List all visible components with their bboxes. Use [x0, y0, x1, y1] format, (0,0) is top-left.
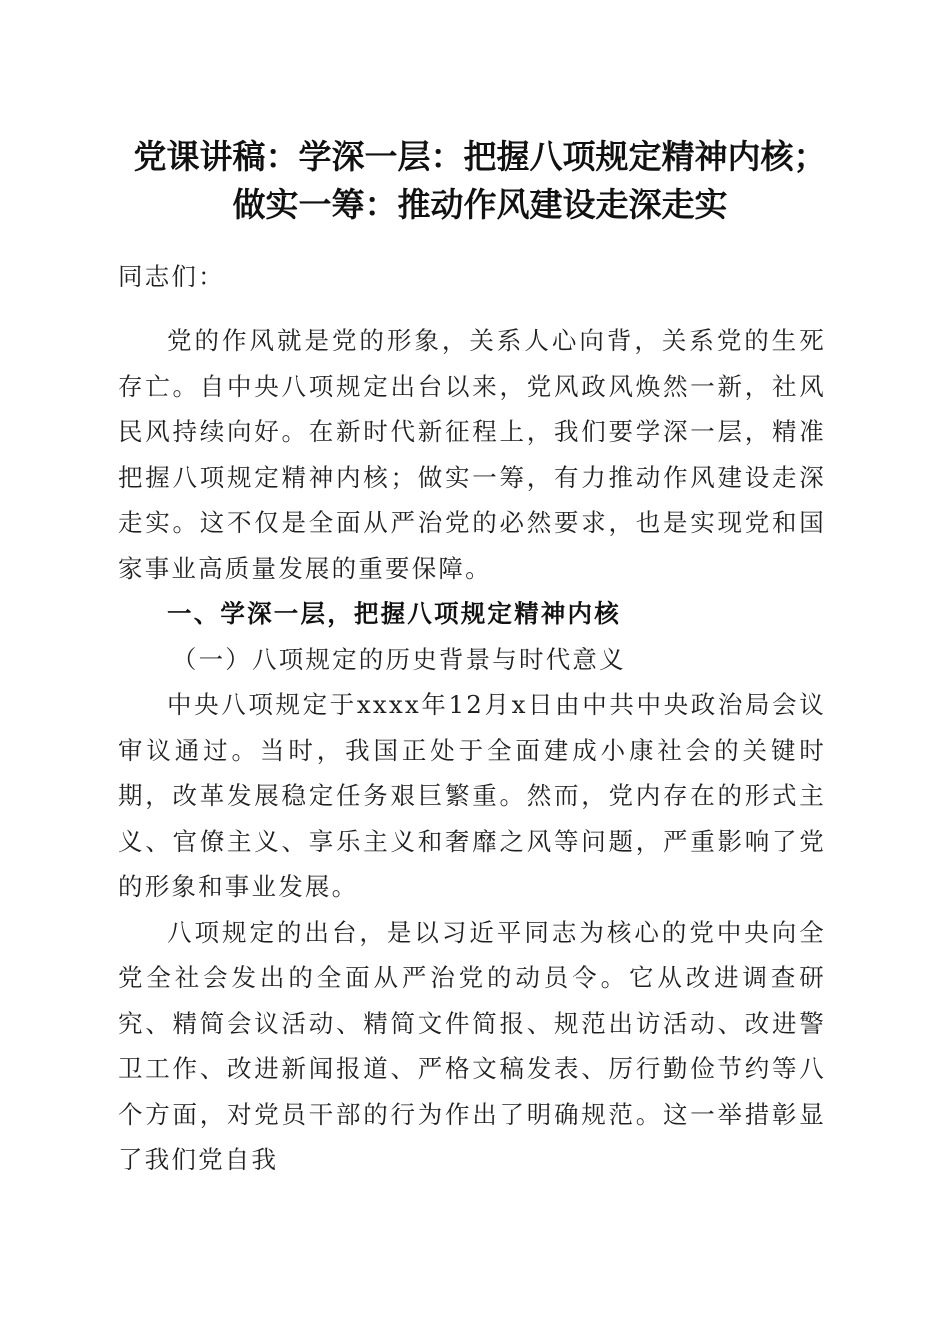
title-line-2: 做实一筹：推动作风建设走深走实	[232, 185, 728, 224]
title-line-1: 党课讲稿：学深一层：把握八项规定精神内核；	[133, 137, 827, 176]
greeting: 同志们：	[118, 262, 225, 291]
intro-paragraph: 党的作风就是党的形象，关系人心向背，关系党的生死存亡。自中央八项规定出台以来，党风政风焕然一新，社风民风持续向好。在新时代新征程上，我们要学深一层，精准把握八项规定精神内核；做实一筹，有力推动作风建设走深走实。这不仅是全面从严治党的必然要求，也是实现党和国家事业高质量发展的重要保障。	[118, 326, 826, 583]
document-body	[118, 318, 826, 1183]
paragraph-2: 中央八项规定于xxxx年12月x日由中共中央政治局会议审议通过。当时，我国正处于全面建成小康社会的关键时期，改革发展稳定任务艰巨繁重。然而，党内存在的形式主义、官僚主义、享乐主义和奢靡之风等问题，严重影响了党的形象和事业发展。	[118, 690, 826, 901]
paragraph-3: 八项规定的出台，是以习近平同志为核心的党中央向全党全社会发出的全面从严治党的动员令。它从改进调查研究、精简会议活动、精简文件简报、规范出访活动、改进警卫工作、改进新闻报道、严格文稿发表、厉行勤俭节约等八个方面，对党员干部的行为作出了明确规范。这一举措彰显了我们党自我	[118, 917, 826, 1174]
subsection-1-heading: （一）八项规定的历史背景与时代意义	[171, 644, 626, 674]
section-1-heading: 一、学深一层，把握八项规定精神内核	[167, 599, 621, 628]
document-title	[100, 133, 860, 229]
